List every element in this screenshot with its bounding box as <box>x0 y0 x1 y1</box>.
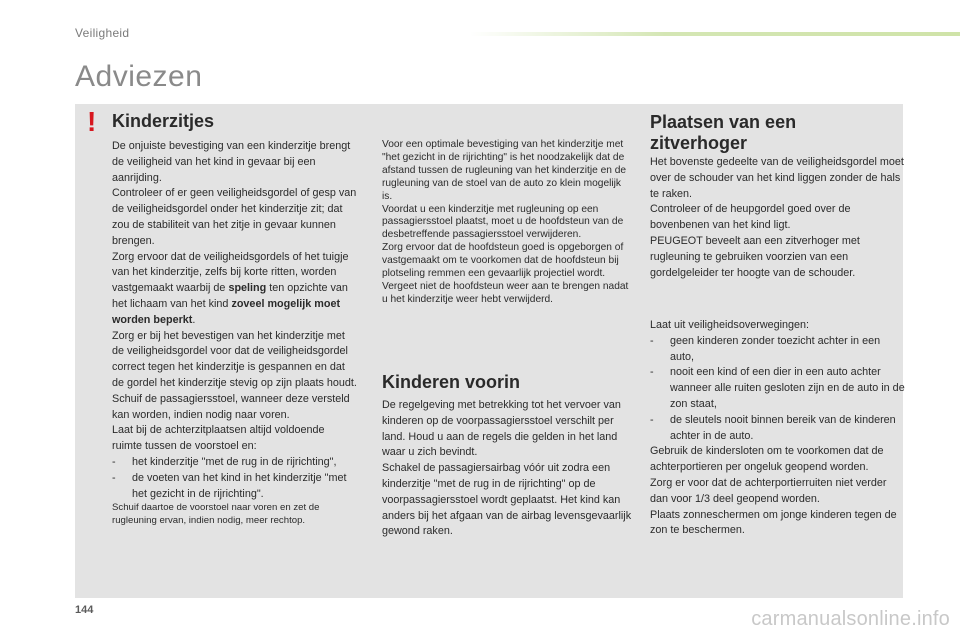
zitverhoger-text <box>650 155 905 281</box>
paragraph: Plaats zonneschermen om jonge kinderen tegen de zon te beschermen. <box>650 508 897 537</box>
list-item <box>650 413 905 445</box>
list-dash: - <box>650 334 654 347</box>
paragraph: Zorg er bij het bevestigen van het kinderzitje met de veiligheidsgordel voor dat de veiligheidsgordel correct tegen het kinderzitje is gespannen en dat de gordel het kinderzitje stevig op zijn plaats houdt. Schuif de passagiersstoel, wanneer deze versteld kan worden, indien nodig naar voren. <box>112 329 357 421</box>
paragraph: Schuif daartoe de voorstoel naar voren en zet de rugleuning ervan, indien nodig, meer rechtop. <box>112 502 320 526</box>
page-number: 144 <box>75 604 94 616</box>
paragraph: Gebruik de kindersloten om te voorkomen dat de achterportieren per ongeluk geopend worden. <box>650 445 884 474</box>
list-dash: - <box>112 455 116 468</box>
paragraph: Zorg er voor dat de achterportierruiten niet verder dan voor 1/3 deel geopend worden. <box>650 476 887 505</box>
list-item-text: de voeten van het kind in het kinderzitje "met het gezicht in de rijrichting". <box>132 471 347 500</box>
paragraph: De regelgeving met betrekking tot het vervoer van kinderen op de voorpassagiersstoel verschilt per land. Houd u aan de regels die gelden in het land waar u zich bevindt. <box>382 399 621 459</box>
page-title: Adviezen <box>75 60 203 93</box>
paragraph <box>112 250 357 329</box>
kinderzitjes-column-2 <box>382 139 632 307</box>
text-run: Zorg ervoor dat de veiligheidsgordels of het tuigje van het kinderzitje, zelfs bij korte ritten, worden vastgemaakt waarbij de <box>112 250 349 295</box>
list-dash: - <box>112 471 116 484</box>
paragraph: Vergeet niet de hoofdsteun weer aan te brengen nadat u het kinderzitje weer hebt verwijderd. <box>382 280 629 305</box>
list-dash: - <box>650 413 654 426</box>
paragraph: De onjuiste bevestiging van een kinderzitje brengt de veiligheid van het kind in gevaar bij een aanrijding. <box>112 140 351 184</box>
heading-kinderen-voorin: Kinderen voorin <box>382 372 521 392</box>
list-item-text: het kinderzitje "met de rug in de rijrichting", <box>132 455 337 468</box>
emphasis: zoveel mogelijk moet worden beperkt <box>112 297 341 326</box>
list-item <box>650 365 905 412</box>
list-item <box>650 334 905 366</box>
watermark: carmanualsonline.info <box>751 608 950 630</box>
paragraph: Controleer of de heupgordel goed over de bovenbenen van het kind ligt. <box>650 203 851 232</box>
kinderzitjes-column-1 <box>112 139 357 528</box>
paragraph: Laat uit veiligheidsoverwegingen: <box>650 319 810 331</box>
list-dash: - <box>650 366 654 379</box>
paragraph: Voor een optimale bevestiging van het kinderzitje met "het gezicht in de rijrichting" is het noodzakelijk dat de afstand tussen de rugleuning van het kinderzitje en de rugleuning van de stoel van de auto zo klein mogelijk is. <box>382 139 627 202</box>
heading-kinderzitjes: Kinderzitjes <box>112 111 215 131</box>
paragraph: Het bovenste gedeelte van de veiligheidsgordel moet over de schouder van het kind liggen zonder de hals te raken. <box>650 156 904 200</box>
paragraph: Controleer of er geen veiligheidsgordel of gesp van de veiligheidsgordel onder het kinderzitje zit; dat zou de stabiliteit van het zitje in gevaar kunnen brengen. <box>112 187 357 247</box>
text-run: . <box>192 313 196 326</box>
list-item-text: geen kinderen zonder toezicht achter in een auto, <box>670 334 881 363</box>
list-item-text: nooit een kind of een dier in een auto achter wanneer alle ruiten gesloten zijn en de auto in de zon staat, <box>670 366 905 410</box>
header-rule <box>470 32 960 36</box>
text-run: ten opzichte van het lichaam van het kind <box>112 282 348 310</box>
section-label: Veiligheid <box>75 26 130 40</box>
list-item <box>112 471 357 503</box>
list-item-text: de sleutels nooit binnen bereik van de kinderen achter in de auto. <box>670 413 896 442</box>
emphasis: speling <box>228 282 267 295</box>
paragraph: Voordat u een kinderzitje met rugleuning op een passagiersstoel plaatst, moet u de hoofdsteun van de desbetreffende passagiersstoel verwijderen. <box>382 203 624 241</box>
warning-icon: ! <box>87 106 97 137</box>
veiligheid-text <box>650 318 905 539</box>
list-item <box>112 455 357 471</box>
paragraph: Schakel de passagiersairbag vóór uit zodra een kinderzitje "met de rug in de rijrichting" op de voorpassagiersstoel wordt geplaatst. Het kind kan anders bij het afgaan van de airbag levensgevaarlijk gewond raken. <box>382 462 632 538</box>
heading-zitverhoger: Plaatsen van een zitverhoger <box>650 112 797 153</box>
paragraph: Laat bij de achterzitplaatsen altijd voldoende ruimte tussen de voorstoel en: <box>112 424 325 453</box>
paragraph: Zorg ervoor dat de hoofdsteun goed is opgeborgen of vastgemaakt om te voorkomen dat de hoofdsteun bij plotseling remmen een gevaarlijk projectiel wordt. <box>382 242 624 280</box>
paragraph: PEUGEOT beveelt aan een zitverhoger met rugleuning te gebruiken voorzien van een gordelgeleider ter hoogte van de schouder. <box>650 234 860 279</box>
kinderen-voorin-text <box>382 398 632 540</box>
